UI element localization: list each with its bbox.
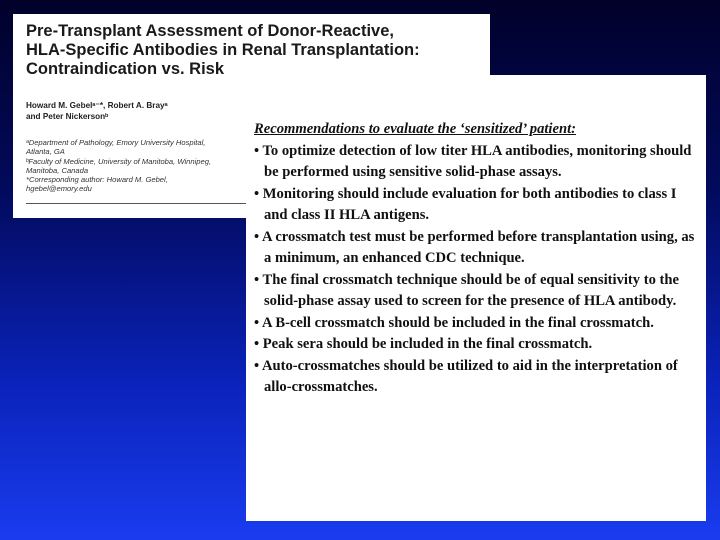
affiliation-line: Manitoba, Canada [26, 165, 89, 175]
paper-authors-line: Howard M. Gebelᵃ⁻*, Robert A. Brayᵃ [26, 101, 168, 110]
recommendation-item: • The final crossmatch technique should be of equal sensitivity to the solid-phase assay used to screen for the presence of HLA antibody. [254, 271, 679, 309]
paper-title-line: Pre-Transplant Assessment of Donor-Reactive, [26, 22, 394, 40]
recommendation-item: • A B-cell crossmatch should be included in the final crossmatch. [254, 314, 654, 331]
affiliation-line: ᵃDepartment of Pathology, Emory University Hospital, [26, 138, 206, 147]
affiliation-line: ᵇFaculty of Medicine, University of Manitoba, Winnipeg, [26, 156, 212, 166]
paper-title-line: Contraindication vs. Risk [26, 60, 225, 78]
recommendation-item: • A crossmatch test must be performed before transplantation using, as a minimum, an enhanced CDC technique. [254, 228, 695, 266]
affiliation-line: Atlanta, GA [26, 147, 65, 157]
recommendations-panel [246, 75, 706, 521]
recommendations-text [254, 119, 702, 399]
recommendations-heading: Recommendations to evaluate the ‘sensitized’ patient: [254, 121, 576, 137]
paper-title [26, 22, 486, 79]
recommendation-item: • Monitoring should include evaluation for both antibodies to class I and class II HLA antigens. [254, 185, 677, 223]
paper-divider [26, 203, 252, 204]
affiliation-line: *Corresponding author: Howard M. Gebel, [26, 175, 168, 185]
recommendation-item: • Peak sera should be included in the final crossmatch. [254, 336, 593, 352]
paper-authors [26, 101, 256, 122]
paper-authors-line: and Peter Nickersonᵇ [26, 111, 109, 121]
paper-affiliations [26, 138, 256, 194]
recommendation-item: • To optimize detection of low titer HLA antibodies, monitoring should be performed using sensitive solid-phase assays. [254, 142, 692, 180]
paper-title-line: HLA-Specific Antibodies in Renal Transplantation: [26, 41, 420, 59]
recommendation-item: • Auto-crossmatches should be utilized to aid in the interpretation of allo-crossmatches. [254, 357, 678, 395]
affiliation-line: hgebel@emory.edu [26, 184, 92, 194]
